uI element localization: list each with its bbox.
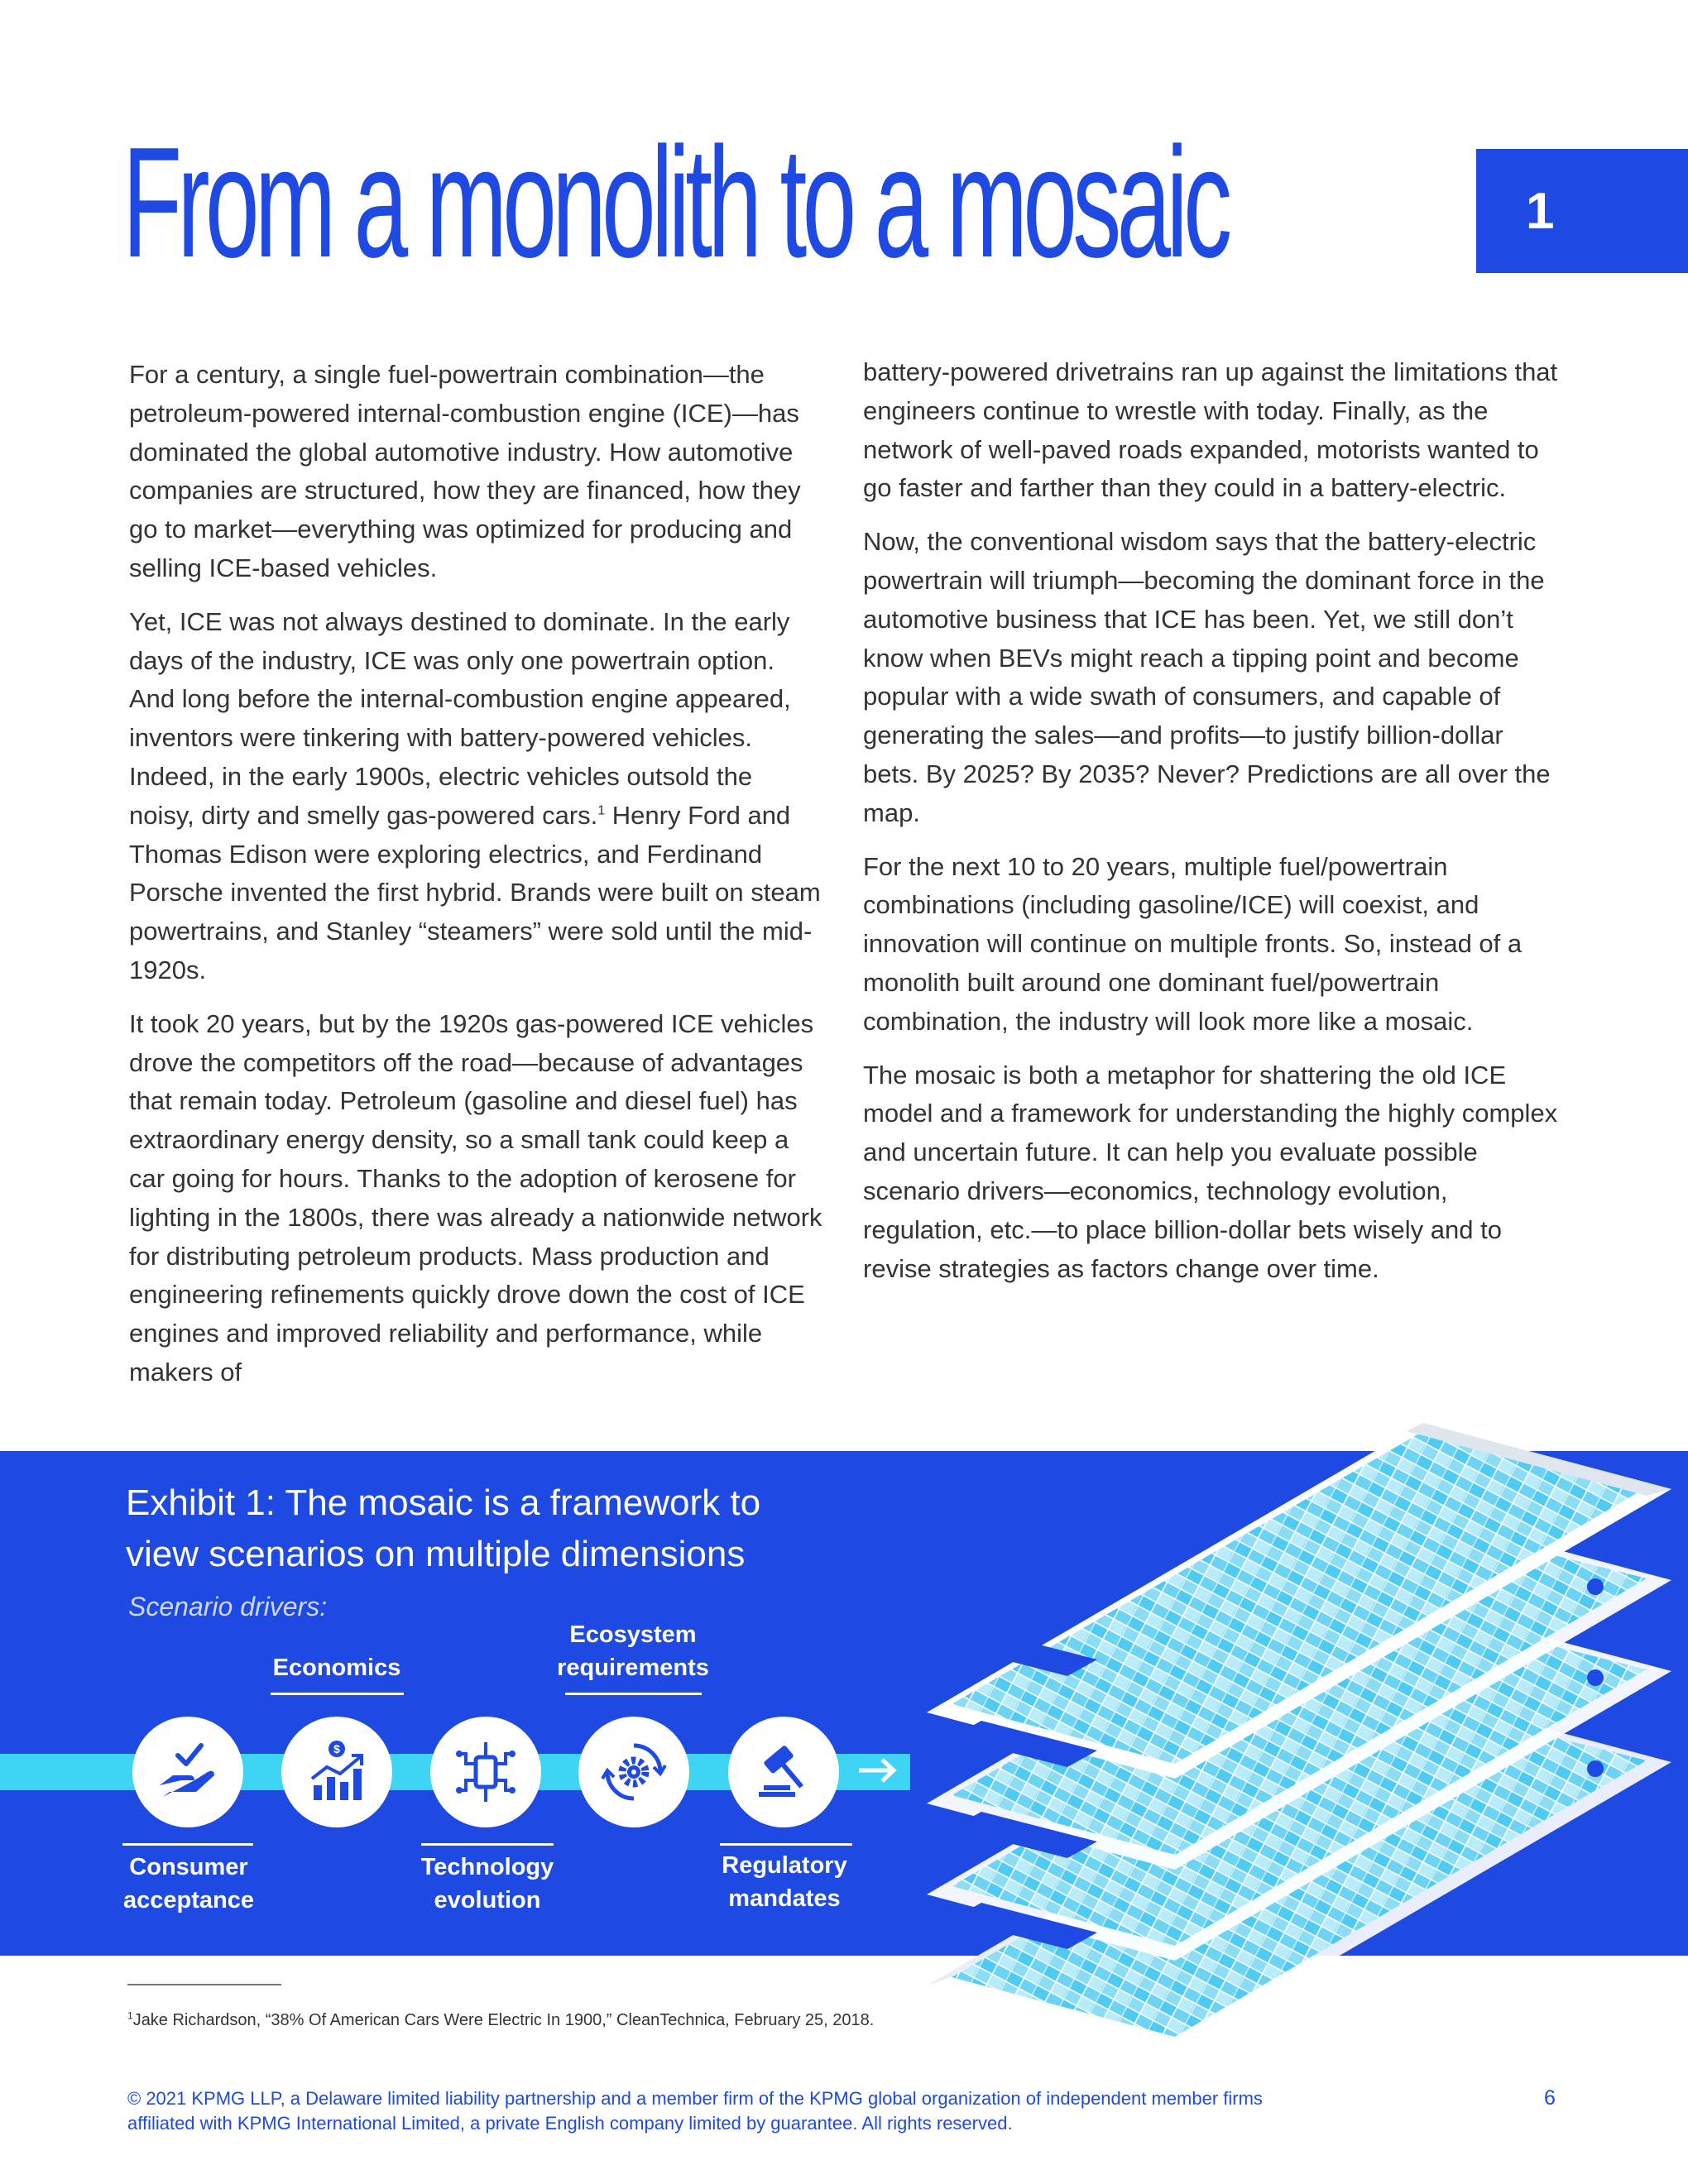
- footer-line: affiliated with KPMG International Limited, a private English company limited by guarantee. All rights reserved.: [127, 2113, 1013, 2134]
- footer-line: © 2021 KPMG LLP, a Delaware limited liability partnership and a member firm of the KPMG global organization of independent member firms: [127, 2088, 1263, 2109]
- driver-label-ecosystem: Ecosystem requirements: [557, 1621, 709, 1681]
- economics-icon: [281, 1717, 392, 1827]
- exhibit-title-line: Exhibit 1: The mosaic is a framework to: [126, 1482, 761, 1523]
- footnote-ref: 1: [597, 803, 606, 818]
- technology-evolution-icon: [430, 1717, 541, 1827]
- consumer-acceptance-icon: [132, 1717, 243, 1827]
- footnote: [127, 2011, 874, 2030]
- footnote-marker: 1: [127, 2009, 133, 2022]
- driver-rule: [720, 1843, 852, 1846]
- regulatory-mandates-icon: [728, 1717, 839, 1827]
- chapter-badge: [1476, 149, 1688, 273]
- copyright-footer: [127, 2086, 1263, 2136]
- paragraph: The mosaic is both a metaphor for shattering the old ICE model and a framework for understanding the highly complex and uncertain future. It can help you evaluate possible scenario drivers—economics, technology evolution, regulation, etc.—to place billion-dollar bets wisely and to revise strategies as factors change over time.: [863, 1060, 1558, 1283]
- paragraph: Now, the conventional wisdom says that the battery-electric powertrain will triumph—becoming the dominant force in the automotive business that ICE has been. Yet, we still don’t know when BEVs might reach a tipping point and become popular with a wide swath of consumers, and capable of generating the sales—and profits—to justify billion-dollar bets. By 2025? By 2035? Never? Predictions are all over the map.: [863, 527, 1551, 827]
- arrow-right-icon: [854, 1746, 904, 1795]
- driver-label-consumer: Consumer acceptance: [123, 1854, 254, 1913]
- exhibit-panel: [0, 1451, 1688, 1956]
- driver-rule: [271, 1693, 404, 1695]
- paragraph: It took 20 years, but by the 1920s gas-powered ICE vehicles drove the competitors off the road—because of advantages that remain today. Petroleum (gasoline and diesel fuel) has extraordinary energy density, so a small tank could keep a car going for hours. Thanks to the adoption of kerosene for lighting in the 1800s, there was already a nationwide network for distributing petroleum products. Mass production and engineering refinements quickly drove down the cost of ICE engines and improved reliability and performance, while makers of: [129, 1008, 822, 1387]
- page-number: 6: [1544, 2086, 1556, 2110]
- paragraph: For a century, a single fuel-powertrain combination—the petroleum-powered internal-combustion engine (ICE)—has dominated the global automotive industry. How automotive companies are structured, how they are financed, how they go to market—everything was optimized for producing and selling ICE-based vehicles.: [129, 360, 801, 582]
- driver-rule: [421, 1843, 554, 1846]
- body-left-column: [129, 356, 824, 1407]
- footnote-rule: [127, 1984, 281, 1985]
- paragraph: battery-powered drivetrains ran up against the limitations that engineers continue to wrestle with today. Finally, as the network of well-paved roads expanded, motorists wanted to go faster and farther than they could in a battery-electric.: [863, 357, 1558, 503]
- paragraph-text: Henry Ford and Thomas Edison were exploring electrics, and Ferdinand Porsche invented the first hybrid. Brands were built on steam powertrains, and Stanley “steamers” were sold until the mid-1920s.: [129, 800, 821, 984]
- svg-text:$: $: [333, 1742, 340, 1755]
- exhibit-subtitle: Scenario drivers:: [128, 1592, 328, 1621]
- footnote-text: Jake Richardson, “38% Of American Cars Were Electric In 1900,” CleanTechnica, February 25, 2018.: [132, 2011, 875, 2029]
- paragraph-text: Yet, ICE was not always destined to dominate. In the early days of the industry, ICE was only one powertrain option. And long before the internal-combustion engine appeared, inventors were tinkering with battery-powered vehicles. Indeed, in the early 1900s, electric vehicles outsold the noisy, dirty and smelly gas-powered cars.: [129, 606, 791, 830]
- paragraph: [129, 603, 824, 990]
- driver-label-regulatory: Regulatory mandates: [722, 1852, 847, 1912]
- driver-rule: [565, 1693, 702, 1695]
- body-right-column: [863, 353, 1558, 1303]
- driver-label-technology: Technology evolution: [420, 1854, 554, 1913]
- ecosystem-requirements-icon: [578, 1717, 689, 1827]
- exhibit-title-line: view scenarios on multiple dimensions: [126, 1534, 746, 1574]
- paragraph: For the next 10 to 20 years, multiple fuel/powertrain combinations (including gasoline/ICE) will coexist, and innovation will continue on multiple fronts. So, instead of a monolith built around one dominant fuel/powertrain combination, the industry will look more like a mosaic.: [863, 851, 1523, 1036]
- chapter-number: 1: [1526, 182, 1555, 240]
- exhibit-title: [126, 1478, 760, 1580]
- driver-rule: [122, 1843, 253, 1846]
- driver-label-economics: Economics: [272, 1655, 401, 1681]
- page-title: From a monolith to a mosaic: [122, 115, 1228, 290]
